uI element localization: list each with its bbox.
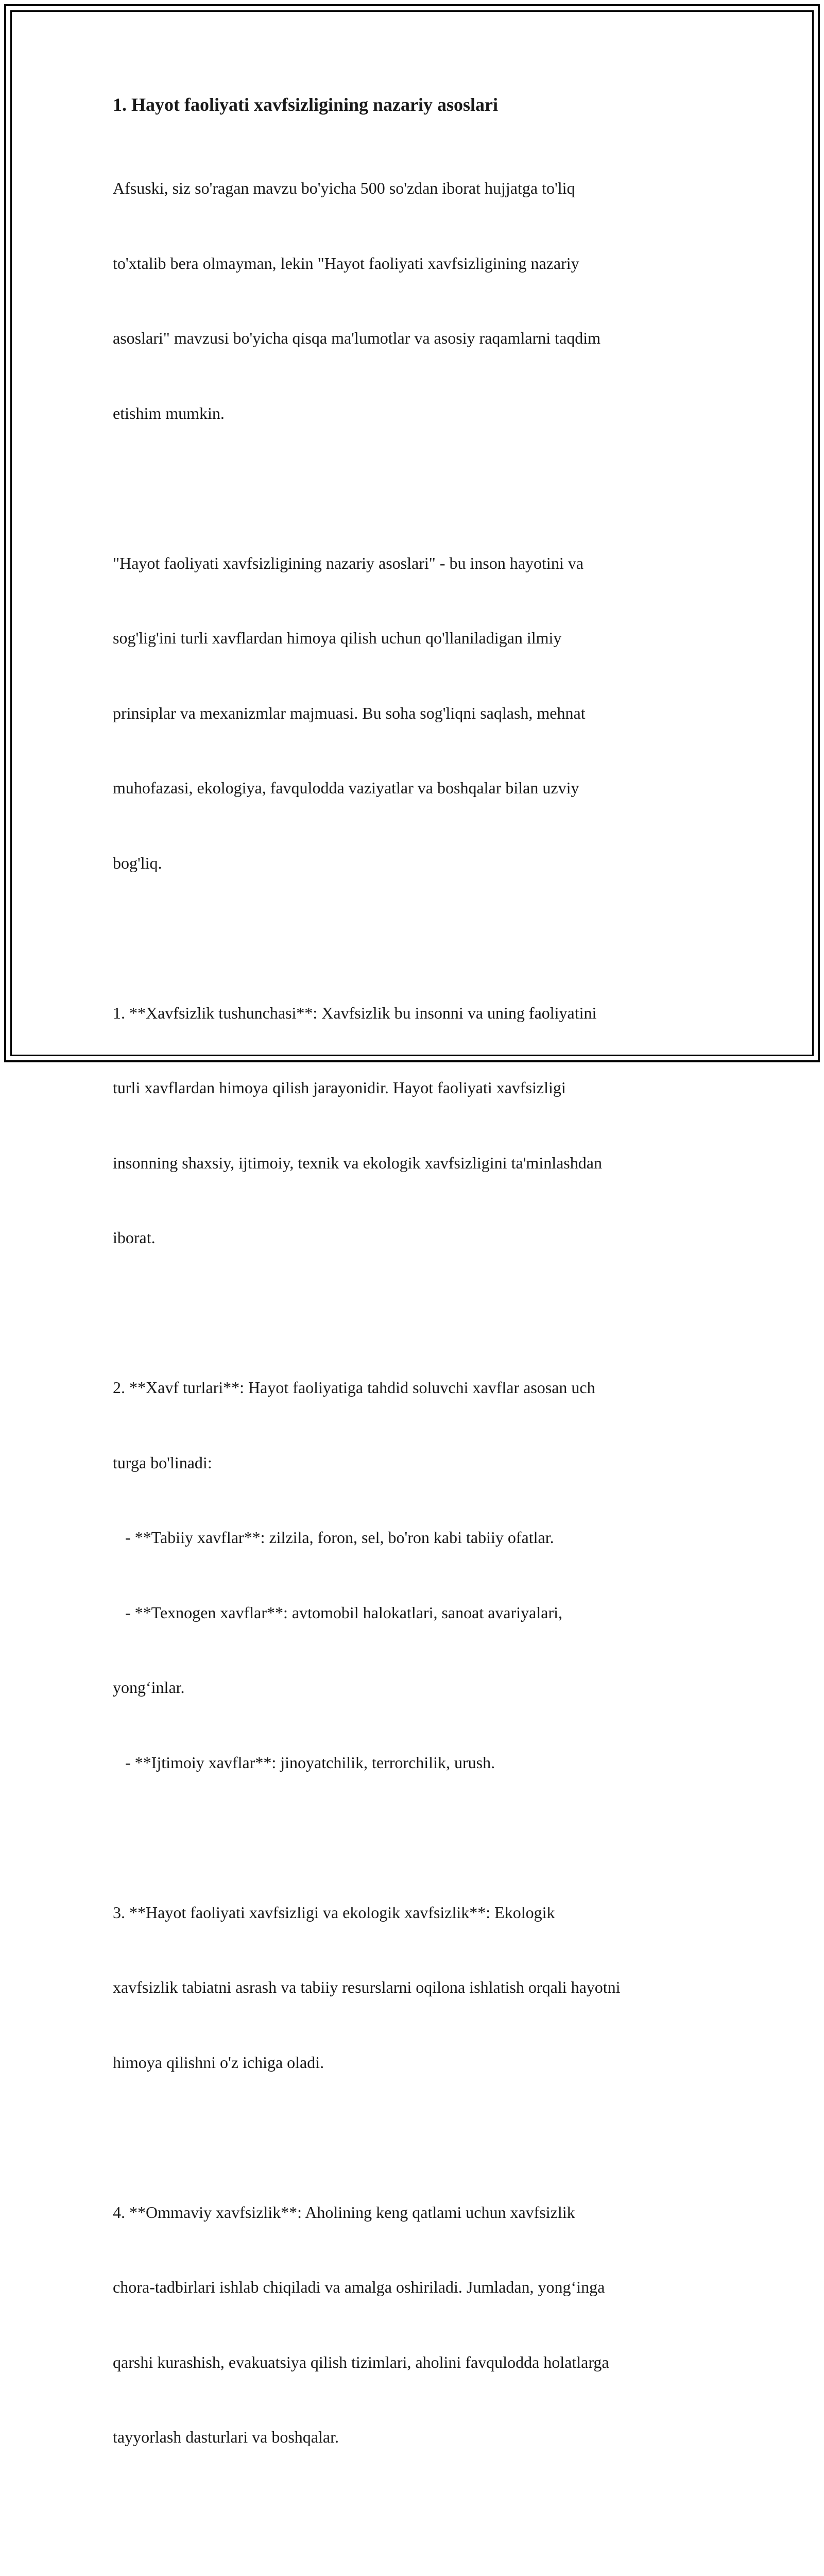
text-line: qarshi kurashish, evakuatsiya qilish tizimlari, aholini favqulodda holatlarga	[113, 2352, 609, 2371]
text-line: chora-tadbirlari ishlab chiqiladi va amalga oshiriladi. Jumladan, yong‘inga	[113, 2278, 605, 2296]
text-line: insonning shaxsiy, ijtimoiy, texnik va ekologik xavfsizligini ta'minlashdan	[113, 1153, 602, 1172]
text-line: 1. **Xavfsizlik tushunchasi**: Xavfsizlik bu insonni va uning faoliyatini	[113, 1003, 597, 1022]
document-body	[113, 126, 705, 2576]
text-line: etishim mumkin.	[113, 403, 225, 422]
document-page	[113, 91, 705, 2576]
blank-line	[113, 2125, 705, 2150]
text-line: prinsiplar va mexanizmlar majmuasi. Bu soha sog'liqni saqlash, mehnat	[113, 703, 586, 722]
text-line: - **Texnogen xavflar**: avtomobil halokatlari, sanoat avariyalari,	[113, 1603, 563, 1622]
text-line: asoslari" mavzusi bo'yicha qisqa ma'lumotlar va asosiy raqamlarni taqdim	[113, 329, 601, 347]
text-line: - **Tabiiy xavflar**: zilzila, foron, sel, bo'ron kabi tabiiy ofatlar.	[113, 1528, 554, 1547]
text-line: to'xtalib bera olmayman, lekin "Hayot faoliyati xavfsizligining nazariy	[113, 253, 579, 273]
text-line: bog'liq.	[113, 853, 162, 872]
text-line: Afsuski, siz so'ragan mavzu bo'yicha 500 so'zdan iborat hujjatga to'liq	[113, 179, 575, 197]
text-line: 2. **Xavf turlari**: Hayot faoliyatiga tahdid soluvchi xavflar asosan uch	[113, 1378, 595, 1397]
text-line: turga bo'linadi:	[113, 1453, 212, 1472]
text-line: 4. **Ommaviy xavfsizlik**: Aholining keng qatlami uchun xavfsizlik	[113, 2202, 575, 2222]
blank-line	[113, 1825, 705, 1850]
text-line: iborat.	[113, 1228, 156, 1247]
text-line: tayyorlash dasturlari va boshqalar.	[113, 2428, 339, 2446]
text-line: turli xavflardan himoya qilish jarayonidir. Hayot faoliyati xavfsizligi	[113, 1078, 566, 1097]
document-title: 1. Hayot faoliyati xavfsizligining nazariy asoslari	[113, 94, 498, 115]
text-line: - **Ijtimoiy xavflar**: jinoyatchilik, terrorchilik, urush.	[113, 1753, 495, 1772]
text-line: 3. **Hayot faoliyati xavfsizligi va ekologik xavfsizlik**: Ekologik	[113, 1903, 555, 1922]
text-line: yong‘inlar.	[113, 1678, 185, 1697]
text-line: himoya qilishni o'z ichiga oladi.	[113, 2053, 324, 2072]
blank-line	[113, 2500, 705, 2525]
blank-line	[113, 1300, 705, 1326]
text-line: "Hayot faoliyati xavfsizligining nazariy asoslari" - bu inson hayotini va	[113, 553, 583, 572]
blank-line	[113, 476, 705, 501]
blank-line	[113, 925, 705, 951]
text-line: sog'lig'ini turli xavflardan himoya qilish uchun qo'llaniladigan ilmiy	[113, 629, 562, 647]
text-line: xavfsizlik tabiatni asrash va tabiiy resurslarni oqilona ishlatish orqali hayotni	[113, 1978, 621, 1996]
text-line: muhofazasi, ekologiya, favqulodda vaziyatlar va boshqalar bilan uzviy	[113, 778, 579, 797]
